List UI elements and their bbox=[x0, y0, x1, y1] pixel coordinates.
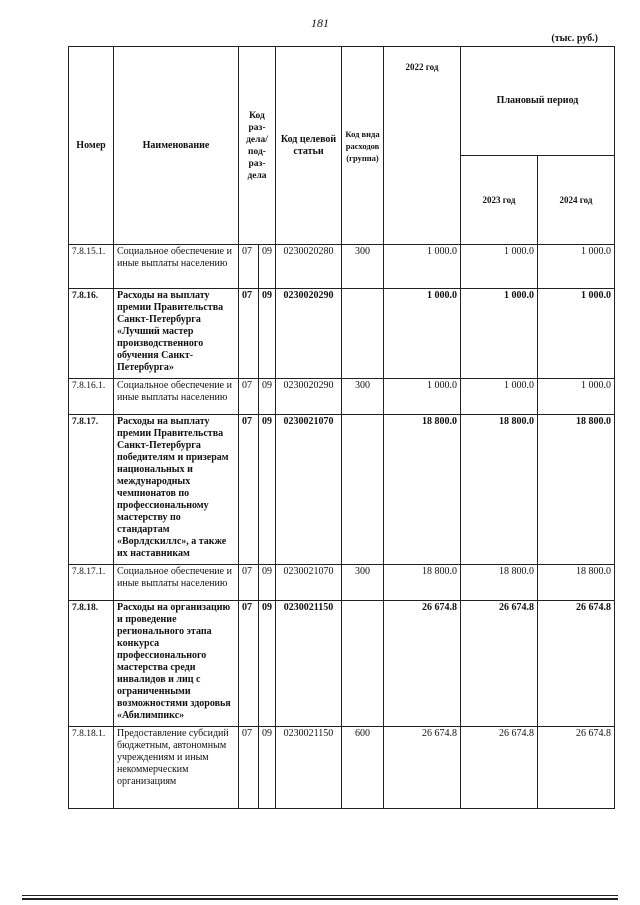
row-subsection: 09 bbox=[259, 379, 276, 415]
units-label: (тыс. руб.) bbox=[551, 33, 598, 44]
row-amount-2023: 1 000.0 bbox=[461, 245, 538, 289]
row-target-code: 0230021150 bbox=[276, 727, 342, 809]
row-subsection: 09 bbox=[259, 565, 276, 601]
table-row bbox=[69, 379, 615, 415]
row-target-code: 0230020290 bbox=[276, 379, 342, 415]
row-amount-2022: 26 674.8 bbox=[384, 601, 461, 727]
row-amount-2022: 1 000.0 bbox=[384, 289, 461, 379]
row-amount-2023: 18 800.0 bbox=[461, 415, 538, 565]
row-expense-code: 300 bbox=[342, 565, 384, 601]
table-body bbox=[69, 245, 615, 809]
row-subsection: 09 bbox=[259, 415, 276, 565]
row-subsection: 09 bbox=[259, 289, 276, 379]
row-amount-2023: 1 000.0 bbox=[461, 289, 538, 379]
row-amount-2023: 26 674.8 bbox=[461, 601, 538, 727]
budget-table bbox=[68, 46, 615, 809]
row-section: 07 bbox=[239, 379, 259, 415]
row-amount-2023: 26 674.8 bbox=[461, 727, 538, 809]
row-amount-2024: 1 000.0 bbox=[538, 245, 615, 289]
row-amount-2022: 1 000.0 bbox=[384, 245, 461, 289]
footer-rule-thick bbox=[22, 898, 618, 900]
row-target-code: 0230020290 bbox=[276, 289, 342, 379]
row-amount-2023: 18 800.0 bbox=[461, 565, 538, 601]
row-amount-2024: 1 000.0 bbox=[538, 289, 615, 379]
header-plan-period: Плановый период bbox=[461, 47, 615, 156]
row-number: 7.8.16.1. bbox=[69, 379, 114, 415]
row-section: 07 bbox=[239, 415, 259, 565]
footer-rule bbox=[22, 895, 618, 896]
row-target-code: 0230021070 bbox=[276, 565, 342, 601]
header-number: Номер bbox=[69, 47, 114, 245]
row-subsection: 09 bbox=[259, 727, 276, 809]
row-subsection: 09 bbox=[259, 245, 276, 289]
table-row bbox=[69, 289, 615, 379]
header-year-2023: 2023 год bbox=[461, 156, 538, 245]
row-number: 7.8.16. bbox=[69, 289, 114, 379]
row-target-code: 0230021070 bbox=[276, 415, 342, 565]
header-name: Наименование bbox=[114, 47, 239, 245]
row-name: Социальное обеспечение и иные выплаты населению bbox=[114, 379, 239, 415]
row-name: Расходы на организацию и проведение регионального этапа конкурса профессионального мастерства среди инвалидов и лиц с ограниченными возможностями здоровья «Абилимпикс» bbox=[114, 601, 239, 727]
header-year-2022: 2022 год bbox=[384, 47, 461, 245]
row-section: 07 bbox=[239, 727, 259, 809]
row-section: 07 bbox=[239, 601, 259, 727]
row-number: 7.8.18. bbox=[69, 601, 114, 727]
row-amount-2024: 18 800.0 bbox=[538, 415, 615, 565]
row-expense-code: 600 bbox=[342, 727, 384, 809]
row-amount-2024: 26 674.8 bbox=[538, 601, 615, 727]
row-number: 7.8.18.1. bbox=[69, 727, 114, 809]
row-expense-code bbox=[342, 289, 384, 379]
header-expense-code: Код вида расходов (группа) bbox=[342, 47, 384, 245]
row-amount-2023: 1 000.0 bbox=[461, 379, 538, 415]
row-section: 07 bbox=[239, 565, 259, 601]
row-number: 7.8.17. bbox=[69, 415, 114, 565]
row-amount-2022: 26 674.8 bbox=[384, 727, 461, 809]
row-name: Социальное обеспечение и иные выплаты населению bbox=[114, 245, 239, 289]
row-name: Расходы на выплату премии Правительства Санкт-Петербурга победителям и призерам национальных и международных чемпионатов по профессиональному мастерству по стандартам «Ворлдскиллс», а также их наставникам bbox=[114, 415, 239, 565]
table-row bbox=[69, 415, 615, 565]
row-target-code: 0230020280 bbox=[276, 245, 342, 289]
header-section-code: Код раз-дела/ под-раз-дела bbox=[239, 47, 276, 245]
row-name: Социальное обеспечение и иные выплаты населению bbox=[114, 565, 239, 601]
row-expense-code: 300 bbox=[342, 379, 384, 415]
table-row bbox=[69, 565, 615, 601]
row-name: Расходы на выплату премии Правительства Санкт-Петербурга «Лучший мастер производственного обучения Санкт-Петербурга» bbox=[114, 289, 239, 379]
table-row bbox=[69, 601, 615, 727]
row-number: 7.8.15.1. bbox=[69, 245, 114, 289]
row-amount-2022: 18 800.0 bbox=[384, 415, 461, 565]
header-year-2024: 2024 год bbox=[538, 156, 615, 245]
row-amount-2024: 18 800.0 bbox=[538, 565, 615, 601]
row-amount-2024: 1 000.0 bbox=[538, 379, 615, 415]
row-expense-code: 300 bbox=[342, 245, 384, 289]
table-row bbox=[69, 727, 615, 809]
row-target-code: 0230021150 bbox=[276, 601, 342, 727]
row-expense-code bbox=[342, 415, 384, 565]
row-amount-2022: 18 800.0 bbox=[384, 565, 461, 601]
row-section: 07 bbox=[239, 245, 259, 289]
row-subsection: 09 bbox=[259, 601, 276, 727]
row-section: 07 bbox=[239, 289, 259, 379]
page-number: 181 bbox=[311, 16, 329, 30]
row-number: 7.8.17.1. bbox=[69, 565, 114, 601]
row-expense-code bbox=[342, 601, 384, 727]
table-row bbox=[69, 245, 615, 289]
row-amount-2022: 1 000.0 bbox=[384, 379, 461, 415]
row-name: Предоставление субсидий бюджетным, автономным учреждениям и иным некоммерческим организациям bbox=[114, 727, 239, 809]
row-amount-2024: 26 674.8 bbox=[538, 727, 615, 809]
header-target-code: Код целевой статьи bbox=[276, 47, 342, 245]
